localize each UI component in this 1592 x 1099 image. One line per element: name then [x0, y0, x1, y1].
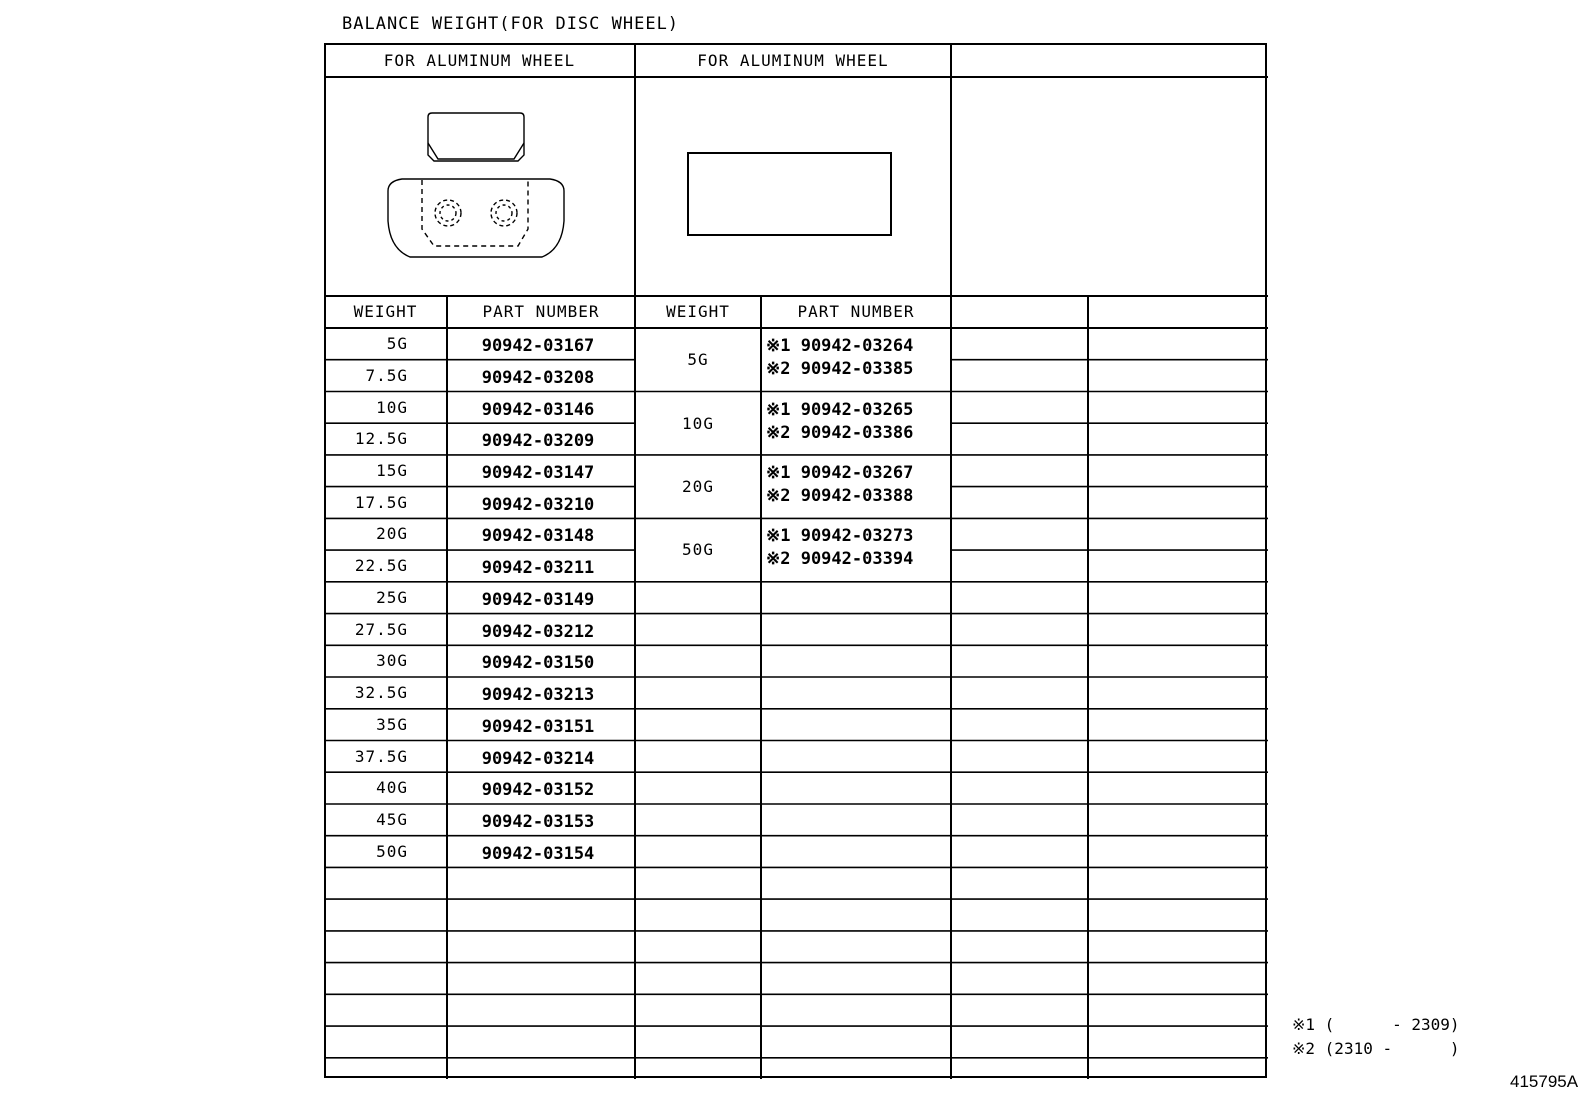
part-number-cell: 90942-03147 [481, 462, 595, 483]
part-number-cell: 90942-03209 [481, 431, 595, 452]
adhesive-weight-cell: 5G [687, 350, 709, 369]
adhesive-weight-cell: 50G [682, 540, 714, 560]
weight-cell: 12.5G [354, 429, 408, 449]
footnote-1: ※1 ( - 2309) [1292, 1015, 1460, 1034]
weight-cell: 10G [376, 397, 408, 417]
part-number-cell: 90942-03146 [481, 399, 595, 420]
adhesive-part-number-2: ※2 90942-03386 [766, 422, 914, 443]
weight-cell: 30G [376, 651, 408, 671]
adhesive-part-number-1: ※1 90942-03273 [766, 526, 914, 547]
footnote-2: ※2 (2310 - ) [1292, 1039, 1460, 1058]
drawing-number: 415795A [1510, 1072, 1579, 1091]
adhesive-part-number-1: ※1 90942-03264 [766, 336, 914, 356]
part-number-cell: 90942-03212 [481, 621, 595, 642]
adhesive-weight-cell: 20G [682, 476, 714, 496]
weight-cell: 22.5G [354, 556, 408, 576]
clip-on-weight-drawing [388, 113, 564, 257]
adhesive-part-number-1: ※1 90942-03265 [766, 399, 914, 420]
part-number-cell: 90942-03150 [481, 653, 595, 674]
part-number-cell: 90942-03148 [481, 526, 595, 547]
weight-cell: 32.5G [354, 683, 408, 702]
weight-cell: 17.5G [354, 492, 408, 512]
adhesive-weight-cell: 10G [682, 413, 714, 433]
part-number-cell: 90942-03210 [481, 494, 595, 515]
adhesive-part-number-2: ※2 90942-03394 [766, 549, 914, 570]
column-header-weight: WEIGHT [353, 302, 418, 321]
adhesive-part-number-2: ※2 90942-03388 [766, 485, 914, 506]
adhesive-weight-drawing [688, 153, 891, 235]
weight-cell: 5G [386, 334, 408, 353]
weight-cell: 27.5G [354, 619, 408, 639]
part-number-cell: 90942-03151 [481, 716, 595, 737]
column-header-weight-2: WEIGHT [666, 302, 730, 321]
part-number-cell: 90942-03213 [481, 685, 595, 705]
section-header-adhesive: FOR ALUMINUM WHEEL [697, 51, 889, 70]
part-number-cell: 90942-03149 [481, 589, 595, 610]
part-number-cell: 90942-03152 [481, 780, 595, 801]
weight-cell: 25G [376, 587, 408, 607]
part-number-cell: 90942-03154 [481, 843, 595, 864]
column-header-part-number: PART NUMBER [482, 302, 600, 321]
parts-table [324, 43, 1268, 1079]
weight-cell: 20G [376, 524, 408, 544]
part-number-cell: 90942-03208 [481, 367, 595, 388]
adhesive-part-number-1: ※1 90942-03267 [766, 462, 914, 483]
part-number-cell: 90942-03211 [481, 558, 595, 579]
part-number-cell: 90942-03214 [481, 748, 595, 769]
adhesive-part-number-2: ※2 90942-03385 [766, 359, 914, 379]
weight-cell: 37.5G [354, 746, 408, 766]
diagram-title: BALANCE WEIGHT(FOR DISC WHEEL) [342, 14, 680, 34]
part-number-cell: 90942-03153 [481, 812, 595, 832]
weight-cell: 35G [376, 714, 408, 734]
weight-cell: 7.5G [365, 365, 408, 385]
section-header-clip-on: FOR ALUMINUM WHEEL [383, 51, 576, 70]
part-number-cell: 90942-03167 [481, 336, 595, 356]
weight-cell: 45G [376, 810, 408, 829]
weight-cell: 15G [376, 460, 408, 480]
column-header-part-number-2: PART NUMBER [797, 302, 915, 321]
weight-cell: 50G [376, 841, 408, 861]
weight-cell: 40G [376, 778, 408, 798]
